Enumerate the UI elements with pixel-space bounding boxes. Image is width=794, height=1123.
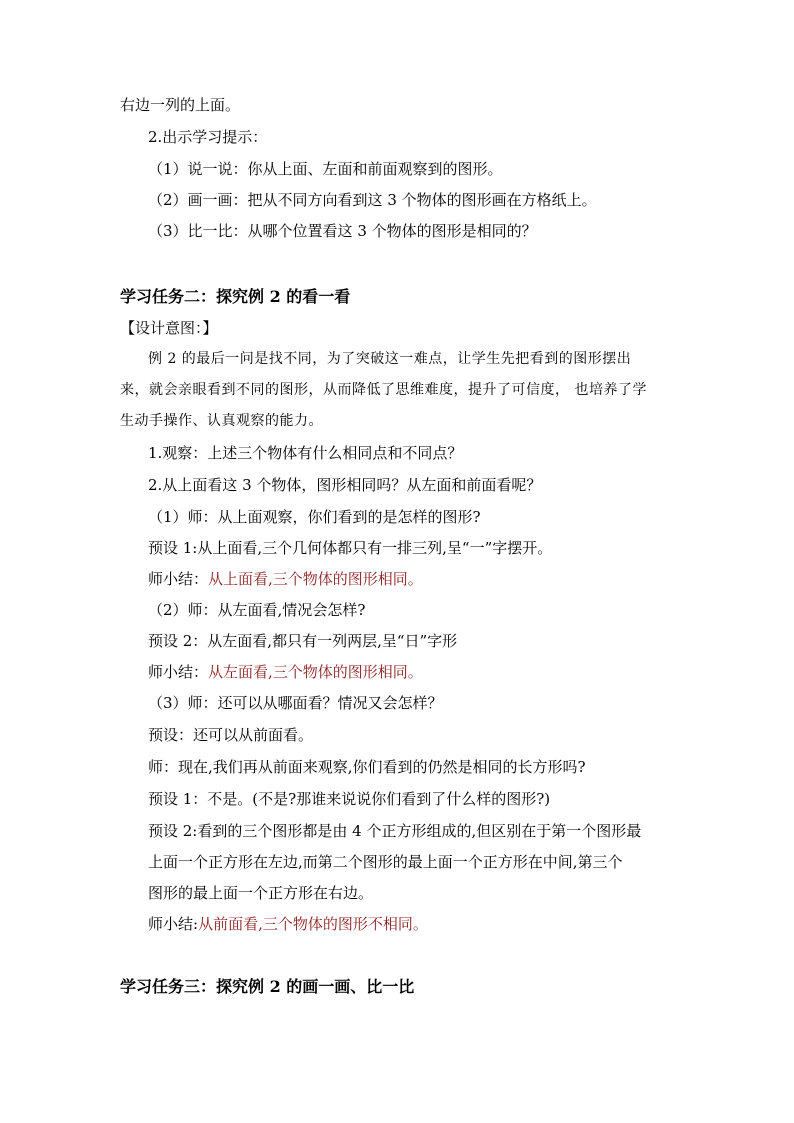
question-1: 1.观察：上述三个物体有什么相同点和不同点？ [148,444,463,462]
step2-preset: 预设 2：从左面看,都只有一列两层,呈“日”字形 [148,632,458,650]
task2-heading: 学习任务二：探究例 2 的看一看 [120,287,351,306]
step3-teacher: 师：现在,我们再从前面来观察,你们看到的仍然是相同的长方形吗? [148,758,586,776]
step1-preset: 预设 1:从上面看,三个几何体都只有一排三列,呈“一”字摆开。 [148,539,553,557]
summary-label: 师小结： [148,570,209,588]
step3-preset-1: 预设 1：不是。(不是?那谁来说说你们看到了什么样的图形?) [148,790,551,808]
question-2: 2.从上面看这 3 个物体，图形相同吗？从左面和前面看呢？ [148,476,542,494]
prompt-title: 2.出示学习提示： [148,128,268,146]
summary-label: 师小结： [148,663,209,681]
summary-text: 从前面看,三个物体的图形不相同。 [198,915,428,933]
design-intent-line: 例 2 的最后一问是找不同，为了突破这一难点，让学生先把看到的图形摆出 [148,351,632,367]
step1-question: （1）师：从上面观察，你们看到的是怎样的图形? [148,508,481,526]
prompt-item: （1）说一说：你从上面、左面和前面观察到的图形。 [148,160,503,178]
step3-preset-2-line: 预设 2:看到的三个图形都是由 4 个正方形组成的,但区别在于第一个图形最 [148,822,642,840]
step3-summary [148,914,428,934]
step2-question: （2）师：从左面看,情况会怎样? [148,601,366,619]
step1-summary [148,569,423,589]
step3-preset: 预设：还可以从前面看。 [148,726,314,744]
summary-text: 从左面看,三个物体的图形相同。 [208,663,423,681]
step2-summary [148,662,423,682]
step3-preset-2-line: 图形的最上面一个正方形在右边。 [148,884,374,902]
step3-preset-2-line: 上面一个正方形在左边,而第二个图形的最上面一个正方形在中间,第三个 [148,853,623,871]
intro-tail: 右边一列的上面。 [120,96,241,114]
design-intent-label: 【设计意图：】 [120,319,218,337]
design-intent-line: 来，就会亲眼看到不同的图形，从而降低了思维难度，提升了可信度， 也培养了学 [120,382,647,398]
summary-label: 师小结: [148,915,199,933]
prompt-item: （3）比一比：从哪个位置看这 3 个物体的图形是相同的？ [148,222,537,240]
design-intent-line: 生动手操作、认真观察的能力。 [120,413,323,429]
task3-heading: 学习任务三：探究例 2 的画一画、比一比 [120,977,415,996]
prompt-item: （2）画一画：把从不同方向看到这 3 个物体的图形画在方格纸上。 [148,191,597,209]
summary-text: 从上面看,三个物体的图形相同。 [208,570,423,588]
step3-question: （3）师：还可以从哪面看？情况又会怎样？ [148,694,443,712]
